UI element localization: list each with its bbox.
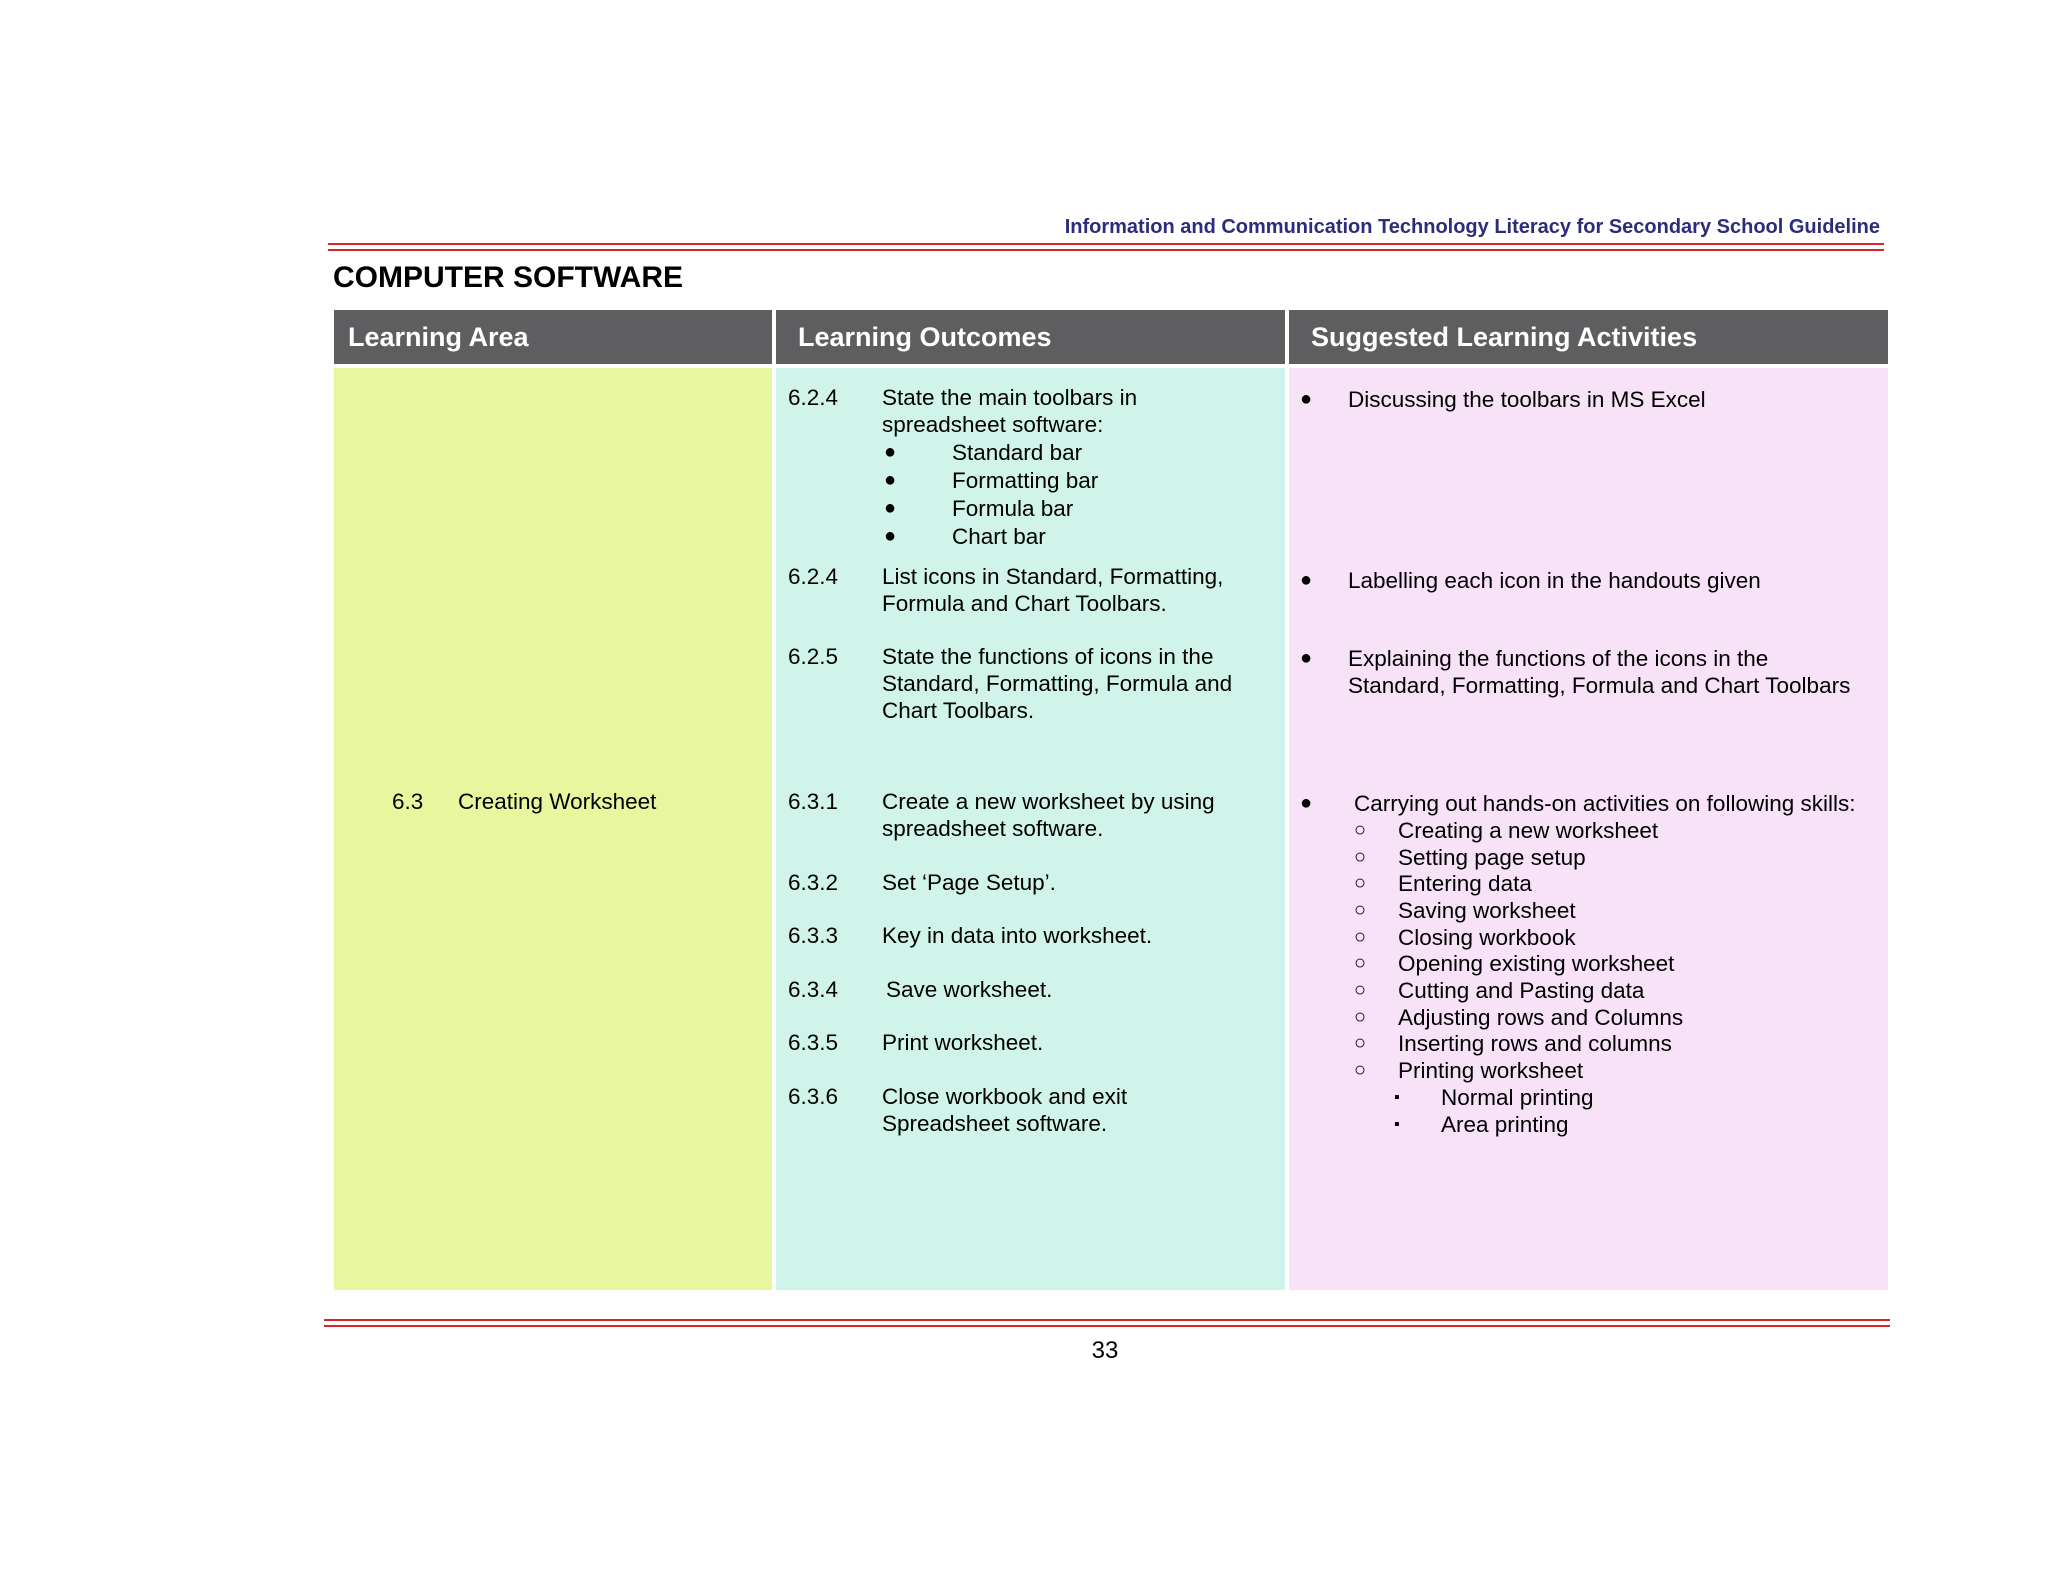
activity-text-line: Discussing the toolbars in MS Excel — [1348, 387, 1706, 412]
activity-sub-item: Setting page setup — [1398, 845, 1586, 870]
outcome-number: 6.3.4 — [788, 977, 839, 1002]
learning-area-label: Creating Worksheet — [458, 789, 657, 814]
square-bullet-icon: ▪ — [1394, 1089, 1400, 1106]
outcome-text-line: State the main toolbars in — [882, 385, 1138, 410]
outcome-text-line: Set ‘Page Setup’. — [882, 870, 1056, 895]
circle-bullet-icon: ○ — [1354, 1059, 1367, 1081]
outcome-number: 6.3.6 — [788, 1084, 839, 1109]
bullet-icon: ● — [884, 525, 897, 547]
activity-text-line: Standard, Formatting, Formula and Chart Toolbars — [1348, 673, 1851, 698]
activity-sub-item: Opening existing worksheet — [1398, 951, 1675, 976]
circle-bullet-icon: ○ — [1354, 1006, 1367, 1028]
outcome-text-line: spreadsheet software. — [882, 816, 1104, 841]
circle-bullet-icon: ○ — [1354, 952, 1367, 974]
column-header-learning-outcomes: Learning Outcomes — [776, 310, 1285, 364]
outcome-text-line: Print worksheet. — [882, 1030, 1044, 1055]
circle-bullet-icon: ○ — [1354, 819, 1367, 841]
column-header-learning-area: Learning Area — [334, 310, 772, 364]
square-bullet-icon: ▪ — [1394, 1116, 1400, 1133]
activity-sub-item: Adjusting rows and Columns — [1398, 1005, 1684, 1030]
bullet-icon: ● — [884, 441, 897, 463]
outcome-text-line: Spreadsheet software. — [882, 1111, 1108, 1136]
outcome-bullet-item: Standard bar — [952, 440, 1083, 465]
activity-sub-sub-item: Area printing — [1441, 1112, 1569, 1137]
outcome-text-line: Chart Toolbars. — [882, 698, 1035, 723]
outcome-text-line: Formula and Chart Toolbars. — [882, 591, 1167, 616]
activity-text-line: Explaining the functions of the icons in the — [1348, 646, 1769, 671]
bullet-icon: ● — [1300, 647, 1313, 669]
outcome-bullet-item: Formula bar — [952, 496, 1074, 521]
running-header: Information and Communication Technology Literacy for Secondary School Guideline — [1064, 216, 1880, 238]
outcome-number: 6.2.4 — [788, 564, 839, 589]
circle-bullet-icon: ○ — [1354, 872, 1367, 894]
outcome-text-line: Key in data into worksheet. — [882, 923, 1153, 948]
outcome-text-line: Close workbook and exit — [882, 1084, 1128, 1109]
circle-bullet-icon: ○ — [1354, 846, 1367, 868]
circle-bullet-icon: ○ — [1354, 926, 1367, 948]
outcome-text-line: Save worksheet. — [886, 977, 1053, 1002]
activity-sub-item: Cutting and Pasting data — [1398, 978, 1645, 1003]
outcome-text-line: List icons in Standard, Formatting, — [882, 564, 1224, 589]
outcome-bullet-item: Formatting bar — [952, 468, 1099, 493]
circle-bullet-icon: ○ — [1354, 979, 1367, 1001]
activity-sub-item: Printing worksheet — [1398, 1058, 1584, 1083]
activity-text-line: Labelling each icon in the handouts given — [1348, 568, 1761, 593]
circle-bullet-icon: ○ — [1354, 899, 1367, 921]
activity-sub-sub-item: Normal printing — [1441, 1085, 1594, 1110]
footer-rule — [324, 1325, 1890, 1327]
outcome-text-line: Standard, Formatting, Formula and — [882, 671, 1233, 696]
outcome-number: 6.2.5 — [788, 644, 839, 669]
section-title: COMPUTER SOFTWARE — [333, 261, 683, 294]
bullet-icon: ● — [884, 497, 897, 519]
bullet-icon: ● — [1300, 388, 1313, 410]
activity-sub-item: Inserting rows and columns — [1398, 1031, 1672, 1056]
outcome-bullet-item: Chart bar — [952, 524, 1046, 549]
outcome-number: 6.3.3 — [788, 923, 839, 948]
bullet-icon: ● — [1300, 569, 1313, 591]
learning-area-number: 6.3 — [392, 789, 424, 814]
activity-sub-item: Saving worksheet — [1398, 898, 1576, 923]
activity-sub-item: Entering data — [1398, 871, 1532, 896]
activity-sub-item: Creating a new worksheet — [1398, 818, 1659, 843]
footer-rule — [324, 1319, 1890, 1321]
outcome-number: 6.2.4 — [788, 385, 839, 410]
outcome-number: 6.3.5 — [788, 1030, 839, 1055]
learning-area-column — [334, 368, 772, 1290]
activity-sub-item: Closing workbook — [1398, 925, 1576, 950]
column-header-suggested-activities: Suggested Learning Activities — [1289, 310, 1888, 364]
activity-text-line: Carrying out hands-on activities on following skills: — [1354, 791, 1856, 816]
header-rule — [328, 249, 1884, 251]
header-rule — [328, 243, 1884, 245]
bullet-icon: ● — [1300, 792, 1313, 814]
outcome-text-line: spreadsheet software: — [882, 412, 1104, 437]
outcome-number: 6.3.1 — [788, 789, 839, 814]
page-number: 33 — [1091, 1337, 1119, 1364]
bullet-icon: ● — [884, 469, 897, 491]
circle-bullet-icon: ○ — [1354, 1032, 1367, 1054]
outcome-number: 6.3.2 — [788, 870, 839, 895]
outcome-text-line: Create a new worksheet by using — [882, 789, 1215, 814]
outcome-text-line: State the functions of icons in the — [882, 644, 1214, 669]
